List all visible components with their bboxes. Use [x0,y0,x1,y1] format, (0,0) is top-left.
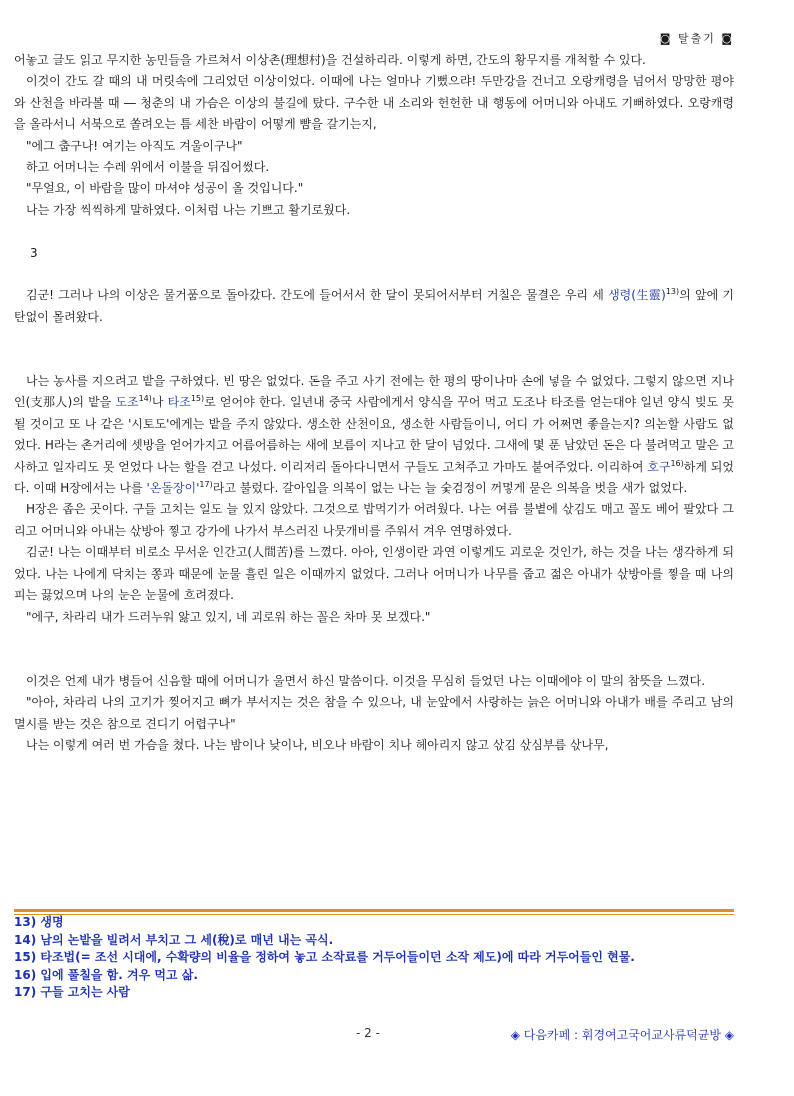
paragraph: 하고 어머니는 수레 위에서 이불을 뒤집어썼다. [26,160,270,175]
text-run: 의 앞에 기탄없이 몰려왔다. [14,288,734,324]
footnote-ref-15[interactable]: 15) [190,394,205,404]
footer-cafe-link[interactable]: ◈ 다음카페 : 휘경여고국어교사류덕균방 ◈ [510,1028,734,1042]
footnote-ref-17[interactable]: 17) [199,480,213,490]
footnotes [14,914,736,1002]
paragraph [14,285,734,328]
footnote-17: 17) 구들 고치는 사람 [14,985,130,1000]
glossed-word-14: 도조 [115,395,139,410]
story-text [14,50,734,756]
running-header: ◙ 탈출기 ◙ [659,32,734,45]
paragraph: 나는 이렇게 여러 번 가슴을 쳤다. 나는 밤이나 낮이나, 비오나 바람이 치나 헤아리지 않고 삯김 삯심부름 삯나무, [26,737,609,752]
footnote-15: 15) 타조법(= 조선 시대에, 수확량의 비율을 정하여 놓고 소작료를 거두어들이던 소작 제도)에 따라 거두어들인 현물. [14,950,635,965]
footnote-16: 16) 입에 풀칠을 함. 겨우 먹고 삶. [14,967,198,982]
paragraph: 나는 가장 씩씩하게 말하였다. 이처럼 나는 기쁘고 활기로웠다. [26,202,351,217]
footnote-divider [14,909,734,912]
glossed-word-17: '온돌장이' [146,481,200,496]
paragraph: 김군! 나는 이때부터 비로소 무서운 인간고(人間苦)를 느꼈다. 아아, 인생이란 과연 이렇게도 괴로운 것인가, 하는 것을 나는 생각하게 되었다. 나는 나에게 닥치는 쫑과 때문에 눈물 흘린 일은 이때까지 없었다. 그러나 어머니가 나무를 줍고 젊은 아내가 삯방아를 찧을 때 나의 피는 끓었으며 나의 눈은 눈물에 흐려졌다. [14,545,735,603]
text-run: 라고 불렀다. 갈아입을 의복이 없는 나는 늘 숯검정이 꺼멓게 묻은 의복을 벗을 새가 없었다. [212,481,688,496]
text-run: 나 [151,395,164,410]
paragraph: 이것이 간도 갈 때의 내 머릿속에 그리었던 이상이었다. 이때에 나는 얼마나 기뻤으랴! 두만강을 건너고 오랑캐령을 넘어서 망망한 평야와 산천을 바라볼 때 ― 청춘의 내 가슴은 이상의 불길에 탔다. 구수한 내 소리와 헌헌한 내 행동에 어머니와 아내도 기뻐하였다. 오랑캐령을 올라서니 서북으로 쏠려오는 틈 세찬 바람이 어떻게 뺨을 갈기는지, [14,74,734,132]
dialogue-line: "아아, 차라리 나의 고기가 찢어지고 뼈가 부서지는 것은 참을 수 있으나, 내 눈앞에서 사랑하는 늙은 어머니와 아내가 배를 주리고 남의 멸시를 받는 것은 참으로 견디기 어렵구나" [14,695,734,731]
text-run: 김군! 그러나 나의 이상은 물거품으로 돌아갔다. 간도에 들어서서 한 달이 못되어서부터 거칠은 물결은 우리 세 [26,288,604,303]
footnote-14: 14) 남의 논밭을 빌려서 부치고 그 세(稅)로 매년 내는 곡식. [14,932,334,947]
section-number: 3 [30,245,38,260]
footnote-13: 13) 생명 [14,915,64,929]
dialogue-line: "에구, 차라리 내가 드러누워 앓고 있지, 네 괴로워 하는 꼴은 차마 못 보겠다." [26,609,431,624]
text-run: 로 얻어야 한다. 일년내 중국 사람에게서 양식을 꾸어 먹고 도조나 타조를 얻는대야 일년 양식 빚도 못될 것이고 또 나 같은 '시토도'에게는 밭을 주지 않았다. 생소한 산천이요, 생소한 사람들이니, 어디 가 어쩌면 좋을는지? 의논할 사람도 없었다. H라는 촌거리에 셋방을 얻어가지고 어름어름하는 새에 보름이 지나고 한 달이 넘었다. 그새에 몇 푼 남았던 돈은 다 불려먹고 말은 고사하고 일자리도 못 얻었다 나는 할을 걷고 나섰다. 이리저리 돌아다니면서 구들도 고쳐주고 가마도 붙여주었다. 이리하여 [14,395,734,474]
glossed-word-16: 호구 [647,459,671,474]
footnote-ref-14[interactable]: 14) [138,394,152,404]
page-number: - 2 - [356,1026,380,1040]
paragraph: 이것은 언제 내가 병들어 신음할 때에 어머니가 울면서 하신 말씀이다. 이것을 무심히 들었던 나는 이때에야 이 말의 참뜻을 느꼈다. [26,673,706,688]
dialogue-line: "에그 춥구나! 여기는 아직도 겨울이구나" [26,138,243,153]
footnote-ref-13[interactable]: 13) [665,287,680,297]
dialogue-line: "무얼요, 이 바람을 많이 마셔야 성공이 올 것입니다." [26,181,304,196]
paragraph: 어놓고 글도 읽고 무지한 농민들을 가르쳐서 이상촌(理想村)을 건설하리라. 이렇게 하면, 간도의 황무지를 개척할 수 있다. [14,53,646,67]
footnote-ref-16[interactable]: 16) [670,458,684,468]
text-run: 나는 농사를 지으려고 밭을 구하였다. 빈 땅은 없었다. 돈을 주고 사기 전에는 한 평의 땅이나마 손에 넣을 수 없었다. 그렇지 않으면 지나인(支那人)의 밭을 [14,374,734,410]
paragraph [14,371,734,499]
glossed-word-13: 생령(生靈) [608,288,666,303]
paragraph: H장은 좁은 곳이다. 구들 고치는 일도 늘 있지 않았다. 그것으로 밥먹기가 어려웠다. 나는 여름 불볕에 삯김도 매고 꼴도 베어 팔았다 그리고 어머니와 아내는 삯방아 찧고 강가에 나가서 부스러진 나뭇개비를 주워서 겨우 연명하였다. [14,502,734,538]
text-run: 하게 되었다. 이때 H장에서는 나를 [14,459,734,496]
glossed-word-15: 타조 [167,395,191,410]
